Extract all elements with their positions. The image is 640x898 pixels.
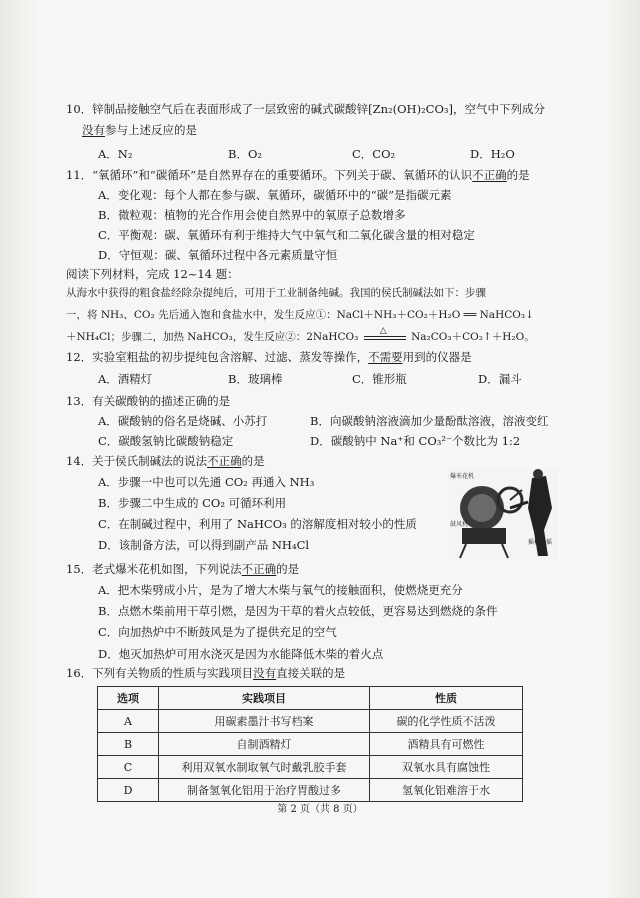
q15-stem-text: 15．老式爆米花机如图，下列说法	[66, 562, 242, 576]
q12-option-a: A．酒精灯	[98, 372, 153, 386]
row-a-practice: 用碳素墨汁书写档案	[159, 710, 370, 733]
header-practice: 实践项目	[159, 687, 370, 710]
reading-line3	[66, 326, 535, 345]
q14-option-a: A．步骤一中也可以先通 CO₂ 再通入 NH₃	[98, 475, 315, 489]
q10-stem-tail: 参与上述反应的是	[105, 123, 197, 137]
q11-stem-text: 11．“氧循环”和“碳循环”是自然界存在的重要循环。下列关于碳、氧循环的认识	[66, 168, 473, 182]
table-row	[98, 733, 523, 756]
row-c-property: 双氧水具有腐蚀性	[370, 756, 523, 779]
q11-option-d: D．守恒观：碳、氧循环过程中各元素质量守恒	[98, 248, 338, 262]
q12-emphasis: 不需要	[368, 350, 403, 364]
row-c-option: C	[98, 756, 159, 779]
reading-line2: 一，将 NH₃、CO₂ 先后通入饱和食盐水中，发生反应①：NaCl＋NH₃＋CO₂＋H₂O ══ NaHCO₃↓	[66, 309, 534, 321]
q10-stem-line2	[82, 122, 197, 138]
page-footer: 第 2 页（共 8 页）	[277, 804, 363, 815]
q11-option-a: A．变化观：每个人都在参与碳、氧循环，碳循环中的“碳”是指碳元素	[98, 188, 452, 202]
header-option: 选项	[98, 687, 159, 710]
reading-intro: 阅读下列材料，完成 12~14 题：	[66, 267, 239, 281]
q14-emphasis: 不正确	[207, 454, 242, 468]
q12-stem-tail: 用到的仪器是	[402, 350, 472, 364]
figure-label-blower: 鼓风机	[450, 521, 469, 528]
figure-label-machine: 爆米花机	[450, 473, 475, 480]
row-b-option: B	[98, 733, 159, 756]
q10-stem-line1: 10．锌制品接触空气后在表面形成了一层致密的碱式碳酸锌[Zn₂(OH)₂CO₃]，空气中下列成分	[66, 102, 545, 116]
row-a-property: 碳的化学性质不活泼	[370, 710, 523, 733]
arrow-line-bottom	[364, 339, 406, 340]
q13-options-row1	[0, 413, 640, 429]
q11-option-c: C．平衡观：碳、氧循环有利于维持大气中氧气和二氧化碳含量的相对稳定	[98, 228, 475, 242]
q12-option-c: C．锥形瓶	[352, 372, 407, 386]
q14-option-b: B．步骤二中生成的 CO₂ 可循环利用	[98, 496, 287, 510]
q12-stem	[66, 349, 472, 365]
popcorn-machine-figure	[448, 468, 558, 560]
q16-stem	[66, 665, 345, 681]
table-row	[98, 756, 523, 779]
q10-option-d: D．H₂O	[470, 147, 515, 161]
q12-option-b: B．玻璃棒	[228, 372, 283, 386]
q15-stem	[66, 561, 299, 577]
table-header-row	[98, 687, 523, 710]
header-property: 性质	[370, 687, 523, 710]
q15-emphasis: 不正确	[241, 562, 277, 576]
q15-option-b: B．点燃木柴前用干草引燃，是因为干草的着火点较低，更容易达到燃烧的条件	[98, 604, 498, 618]
q10-option-a: A．N₂	[98, 147, 133, 161]
q12-option-d: D．漏斗	[478, 372, 522, 386]
row-b-property: 酒精具有可燃性	[370, 733, 523, 756]
q15-option-d	[98, 646, 383, 662]
q16-emphasis: 没有	[253, 666, 277, 680]
reading-line3-start: ＋NH₄Cl；步骤二，加热 NaHCO₃，发生反应②：2NaHCO₃	[66, 331, 359, 343]
q13-options-row2	[0, 433, 640, 449]
q11-option-b: B．微粒观：植物的光合作用会使自然界中的氧原子总数增多	[98, 208, 406, 222]
q14-stem	[66, 453, 265, 469]
q16-table	[97, 686, 523, 802]
q10-option-c: C．CO₂	[352, 147, 396, 161]
figure-label-crank: 摇柄手摇	[528, 539, 553, 546]
reading-line1: 从海水中获得的粗食盐经除杂提纯后，可用于工业制备纯碱。我国的侯氏制碱法如下：步骤	[66, 287, 486, 299]
operator-head	[533, 469, 543, 479]
q11-emphasis: 不正确	[472, 168, 507, 182]
q14-stem-tail: 的是	[241, 454, 265, 468]
row-a-option: A	[98, 710, 159, 733]
q10-option-b: B．O₂	[228, 147, 262, 161]
q15-option-a: A．把木柴劈成小片，是为了增大木柴与氧气的接触面积，使燃烧更充分	[98, 583, 463, 597]
table-row	[98, 779, 523, 802]
q14-option-d: D．该制备方法，可以得到副产品 NH₄Cl	[98, 538, 310, 552]
q10-emphasis: 没有	[82, 123, 105, 137]
arrow-line-top	[364, 336, 406, 337]
drum-inner	[468, 494, 496, 522]
q11-stem-tail: 的是	[506, 168, 530, 182]
heat-arrow	[362, 326, 408, 344]
row-b-practice: 自制酒精灯	[159, 733, 370, 756]
q15-option-d-text: D．炮灭加热炉可用水浇灭是因为水能降低木柴的着火点	[98, 647, 384, 661]
q15-option-c: C．向加热炉中不断鼓风是为了提供充足的空气	[98, 625, 337, 639]
q16-stem-tail: 直接关联的是	[276, 666, 346, 680]
reading-line3-end: Na₂CO₃＋CO₂↑＋H₂O。	[411, 331, 535, 343]
row-c-practice: 利用双氧水制取氧气时戴乳胶手套	[159, 756, 370, 779]
row-d-practice: 制备氢氧化铝用于治疗胃酸过多	[159, 779, 370, 802]
q14-option-c: C．在制碱过程中，利用了 NaHCO₃ 的溶解度相对较小的性质	[98, 517, 417, 531]
q11-stem	[66, 167, 530, 183]
q12-stem-text: 12．实验室粗盐的初步提纯包含溶解、过滤、蒸发等操作，	[66, 350, 369, 364]
q13-stem: 13．有关碳酸钠的描述正确的是	[66, 394, 231, 408]
stove	[462, 528, 506, 544]
q13-option-a: A．碳酸钠的俗名是烧碱、小苏打	[98, 414, 268, 428]
row-d-option: D	[98, 779, 159, 802]
row-d-property: 氢氧化铝难溶于水	[370, 779, 523, 802]
q12-options	[0, 371, 640, 387]
q14-stem-text: 14．关于侯氏制碱法的说法	[66, 454, 208, 468]
table-row	[98, 710, 523, 733]
q15-stem-tail: 的是	[276, 562, 300, 576]
q10-options	[0, 146, 640, 162]
q13-option-b: B．向碳酸钠溶液滴加少量酚酞溶液，溶液变红	[310, 414, 549, 428]
q16-stem-text: 16．下列有关物质的性质与实践项目	[66, 666, 254, 680]
q13-option-c: C．碳酸氢钠比碳酸钠稳定	[98, 434, 234, 448]
q13-option-d: D．碳酸钠中 Na⁺和 CO₃²⁻个数比为 1:2	[310, 434, 521, 448]
heat-symbol: △	[379, 326, 387, 336]
